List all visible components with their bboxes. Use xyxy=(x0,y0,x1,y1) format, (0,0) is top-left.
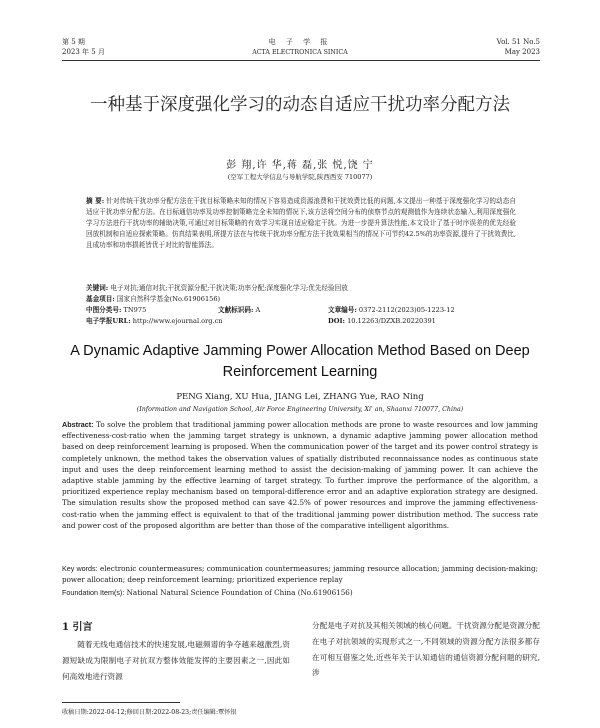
keywords-en-text: electronic countermeasures; communication countermeasures; jamming resource allocation; jamming decision-making; power allocation; deep reinforcement learning; prioritized experience replay xyxy=(62,564,538,585)
fund-en-text: National Natural Science Foundation of China (No.61906156) xyxy=(126,588,353,597)
fund-en-label: Foundation Item(s): xyxy=(62,588,125,597)
article-number xyxy=(328,305,455,316)
doi-value[interactable]: 10.12263/DZXB.20220391 xyxy=(347,317,436,325)
issue-number-cn: 第 5 期 xyxy=(62,38,85,46)
footnote-divider xyxy=(62,702,180,703)
clc-label: 中图分类号: xyxy=(86,306,122,314)
journal-url xyxy=(86,316,223,327)
authors-cn: 彭 翔,许 华,蒋 磊,张 悦,饶 宁 xyxy=(226,160,374,171)
abstract-cn-text: 针对传统干扰功率分配方法在干扰目标策略未知的情况下容易造成资源浪费和干扰效费比低的问题,本文提出一种基于深度强化学习的动态自适应干扰功率分配方法。在目标通信功率及功率控制策略完全未知的情况下,该方法将空间分布的侦察节点的观测值作为连续状态输入,利用深度强化学习方法进行干扰功率的辅助决策,可通过对目标策略的有效学习实现自适应稳定干扰。为进一步提升算法性能,本文设计了基于时序误差的优先经验回放机制和自适应探索策略。仿真结果表明,所提方法在与传统干扰功率分配方法干扰效果相当的情况下可节约42.5%的功率资源,提升了干扰效费比,且成功率和功率损耗皆优于对比的智能算法。 xyxy=(86,197,516,249)
abstract-cn-label: 摘 要: xyxy=(86,197,105,205)
abstract-cn xyxy=(86,196,516,251)
journal-url-value[interactable]: http://www.ejournal.org.cn xyxy=(132,317,223,325)
date-cn: 2023 年 5 月 xyxy=(62,48,105,56)
article-number-label: 文章编号: xyxy=(328,306,357,314)
journal-url-label: 电子学报URL: xyxy=(86,317,131,325)
journal-name-cn: 电 子 学 报 xyxy=(268,38,332,46)
keywords-cn xyxy=(86,283,516,294)
doi xyxy=(328,316,436,327)
abstract-en-text: To solve the problem that traditional jamming power allocation methods are prone to waste resources and low jamming effectiveness-cost-ratio when the jamming target strategy is unknown, a dynamic adaptive jamming power allocation method based on deep reinforcement learning is proposed. When the communication power of the target and its power control strategy is completely unknown, the method takes the observation values of spatially distributed reconnaissance nodes as continuous state input and uses the deep reinforcement learning method to assist the decision-making of jamming power. It can achieve the adaptive stable jamming by the effective learning of target strategy. To further improve the performance of the algorithm, a prioritized experience replay mechanism based on temporal-difference error and an adaptive exploration strategy are designed. The simulation results show the proposed method can save 42.5% of power resources and improve the jamming effectiveness-cost-ratio when the jamming effect is equivalent to that of the traditional jamming power distribution method. The success rate and power cost of the proposed algorithm are better than those of the comparative intelligent algorithms. xyxy=(62,420,538,530)
doc-code-value: A xyxy=(255,306,261,314)
affiliation-en: (Information and Navigation School, Air Force Engineering University, Xi' an, Shaanxi 710077, China) xyxy=(136,406,464,413)
section-heading-introduction: 1 引言 xyxy=(62,622,93,633)
body-left-column: 随着无线电通信技术的快速发展,电磁频谱的争夺越来越激烈,资源短缺成为限制电子对抗双方整体效能发挥的主要因素之一,因此如何高效地进行资源 xyxy=(62,640,290,681)
volume-number: Vol. 51 No.5 xyxy=(496,38,540,46)
received-dates-footnote: 收稿日期:2022-04-12;修回日期:2022-08-23;责任编辑:覃怀银 xyxy=(62,709,237,716)
clc-number xyxy=(86,305,146,316)
journal-name-en: ACTA ELECTRONICA SINICA xyxy=(252,49,348,56)
clc-value: TN975 xyxy=(123,306,147,314)
doi-label: DOI: xyxy=(328,317,345,325)
affiliation-cn: (空军工程大学信息与导航学院,陕西西安 710077) xyxy=(227,173,373,181)
body-right-column: 分配是电子对抗及其相关领域的核心问题。干扰资源分配是资源分配在电子对抗领域的实现形式之一,不同领域的资源分配方法很多都存在可相互借鉴之处,近些年关于认知通信的通信资源分配问题的研究,涉 xyxy=(312,621,540,678)
abstract-en xyxy=(62,419,538,531)
doc-code-label: 文献标识码: xyxy=(218,306,254,314)
paper-title-en: A Dynamic Adaptive Jamming Power Allocation Method Based on Deep Reinforcement Learning xyxy=(70,343,530,380)
keywords-cn-label: 关键词: xyxy=(86,284,109,292)
keywords-en xyxy=(62,563,538,585)
fund-cn-text: 国家自然科学基金(No.61906156) xyxy=(116,295,221,303)
keywords-en-label: Key words: xyxy=(62,564,98,573)
fund-en xyxy=(62,587,538,598)
date-en: May 2023 xyxy=(504,48,540,56)
keywords-cn-text: 电子对抗;通信对抗;干扰资源分配;干扰决策;功率分配;深度强化学习;优先经验回放 xyxy=(110,284,348,292)
fund-cn xyxy=(86,294,516,305)
fund-cn-label: 基金项目: xyxy=(86,295,115,303)
doc-code xyxy=(218,305,260,316)
header-divider xyxy=(62,60,540,61)
paper-title-cn: 一种基于深度强化学习的动态自适应干扰功率分配方法 xyxy=(90,95,510,115)
abstract-en-label: Abstract: xyxy=(62,420,94,429)
article-number-value: 0372-2112(2023)05-1223-12 xyxy=(358,306,455,314)
authors-en: PENG Xiang, XU Hua, JIANG Lei, ZHANG Yue, RAO Ning xyxy=(176,392,424,402)
